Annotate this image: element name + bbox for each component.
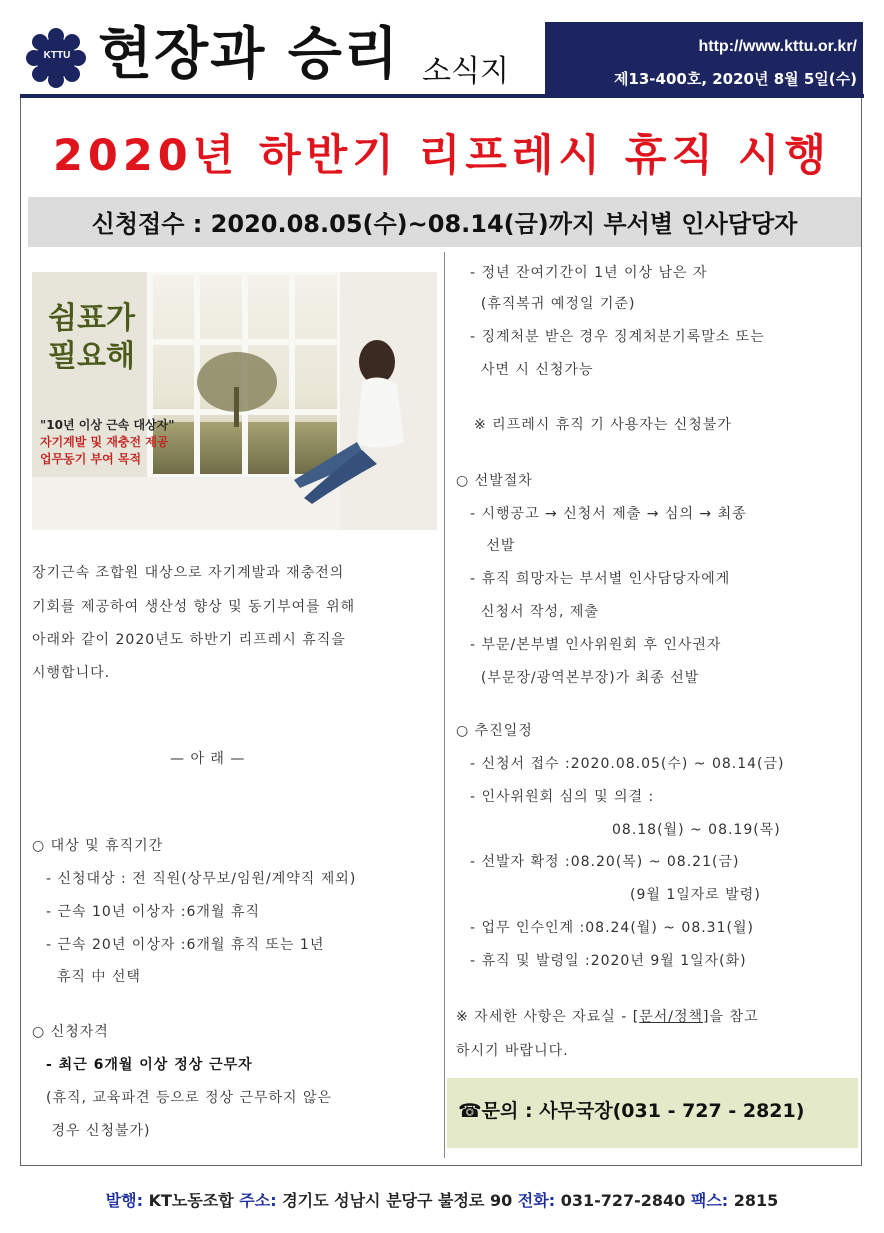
target-item: - 신청대상 : 전 직원(상무보/임원/계약직 제외) [46, 871, 357, 887]
column-divider [444, 252, 445, 1158]
intro-line: 시행합니다. [32, 665, 111, 681]
selection-item: 신청서 작성, 제출 [470, 604, 599, 620]
photo-caption-1: "10년 이상 근속 대상자" [40, 418, 175, 432]
fax: 2815 [733, 1191, 779, 1210]
section-title-eligibility: ○ 신청자격 [32, 1024, 109, 1040]
target-item: - 근속 10년 이상자 :6개월 휴직 [46, 904, 260, 920]
below-label: — 아 래 — [170, 751, 246, 767]
schedule-item: - 인사위원회 심의 및 의결 : [470, 789, 655, 805]
contact-info: ☎문의 : 사무국장(031 - 727 - 2821) [458, 1100, 805, 1122]
eligibility-item-bold: - 최근 6개월 이상 정상 근무자 [46, 1057, 253, 1073]
eligibility-cont-item: - 정년 잔여기간이 1년 이상 남은 자 [470, 265, 708, 281]
detail-note-line2: 하시기 바랍니다. [456, 1043, 569, 1059]
exclusion-note: ※ 리프레시 휴직 기 사용자는 신청불가 [474, 417, 732, 433]
publisher-label: 발행: [105, 1191, 143, 1210]
eligibility-item: (휴직, 교육파견 등으로 정상 근무하지 않은 [46, 1090, 333, 1106]
selection-item: - 시행공고 → 신청서 제출 → 심의 → 최종 [470, 506, 747, 522]
phone-label: 전화: [517, 1191, 556, 1210]
eligibility-item: 경우 신청불가) [46, 1123, 151, 1139]
eligibility-cont-item: - 징계처분 받은 경우 징계처분기록말소 또는 [470, 329, 765, 345]
selection-item: 선발 [470, 538, 516, 554]
masthead-subtitle: 소식지 [422, 54, 509, 89]
section-title-selection: ○ 선발절차 [456, 473, 533, 489]
detail-note-post: ]을 참고 [703, 1009, 759, 1025]
schedule-item: 08.18(월) ~ 08.19(목) [612, 822, 781, 838]
intro-line: 아래와 같이 2020년도 하반기 리프레시 휴직을 [32, 632, 346, 648]
docs-policy-link[interactable]: 문서/정책 [639, 1009, 704, 1025]
target-item: - 근속 20년 이상자 :6개월 휴직 또는 1년 [46, 937, 325, 953]
phone: 031-727-2840 [560, 1191, 686, 1210]
section-title-target: ○ 대상 및 휴직기간 [32, 838, 164, 854]
photo-caption-3: 업무동기 부여 목적 [40, 452, 142, 466]
schedule-item: (9월 1일자로 발령) [630, 887, 761, 903]
eligibility-cont-item: 사면 시 신청가능 [470, 362, 594, 378]
publisher: KT노동조합 [148, 1191, 234, 1210]
photo-headline-line2: 필요해 [48, 339, 135, 374]
schedule-item: - 선발자 확정 :08.20(목) ~ 08.21(금) [470, 854, 740, 870]
footer [20, 1188, 864, 1211]
target-item: 휴직 中 선택 [46, 969, 141, 985]
address-label: 주소: [239, 1191, 277, 1210]
page-title: 2020년 하반기 리프레시 휴직 시행 [52, 131, 831, 181]
website-link[interactable]: http://www.kttu.or.kr/ [698, 38, 857, 55]
logo-text: KTTU [43, 50, 71, 61]
issue-info: 제13-400호, 2020년 8월 5일(수) [613, 70, 857, 88]
photo-caption-2: 자기계발 및 재충전 제공 [40, 435, 169, 449]
selection-item: - 부문/본부별 인사위원회 후 인사권자 [470, 637, 722, 653]
fax-label: 팩스: [690, 1191, 729, 1210]
address: 경기도 성남시 분당구 불정로 90 [282, 1191, 513, 1210]
section-title-schedule: ○ 추진일정 [456, 723, 533, 739]
detail-note-pre: ※ 자세한 사항은 자료실 - [ [456, 1009, 640, 1025]
masthead-title: 현장과 승리 [98, 21, 400, 87]
intro-line: 기회를 제공하여 생산성 향상 및 동기부여를 위해 [32, 599, 356, 615]
photo-headline [48, 300, 135, 376]
schedule-item: - 휴직 및 발령일 :2020년 9월 1일자(화) [470, 953, 747, 969]
selection-item: - 휴직 희망자는 부서별 인사담당자에게 [470, 571, 731, 587]
application-period: 신청접수 : 2020.08.05(수)~08.14(금)까지 부서별 인사담당자 [91, 210, 798, 238]
selection-item: (부문장/광역본부장)가 최종 선발 [470, 670, 700, 686]
schedule-item: - 신청서 접수 :2020.08.05(수) ~ 08.14(금) [470, 756, 785, 772]
photo-headline-line1: 쉼표가 [48, 301, 135, 336]
schedule-item: - 업무 인수인계 :08.24(월) ~ 08.31(월) [470, 920, 754, 936]
intro-line: 장기근속 조합원 대상으로 자기계발과 재충전의 [32, 565, 345, 581]
detail-note [456, 1006, 759, 1026]
eligibility-cont-item: (휴직복귀 예정일 기준) [470, 296, 636, 312]
